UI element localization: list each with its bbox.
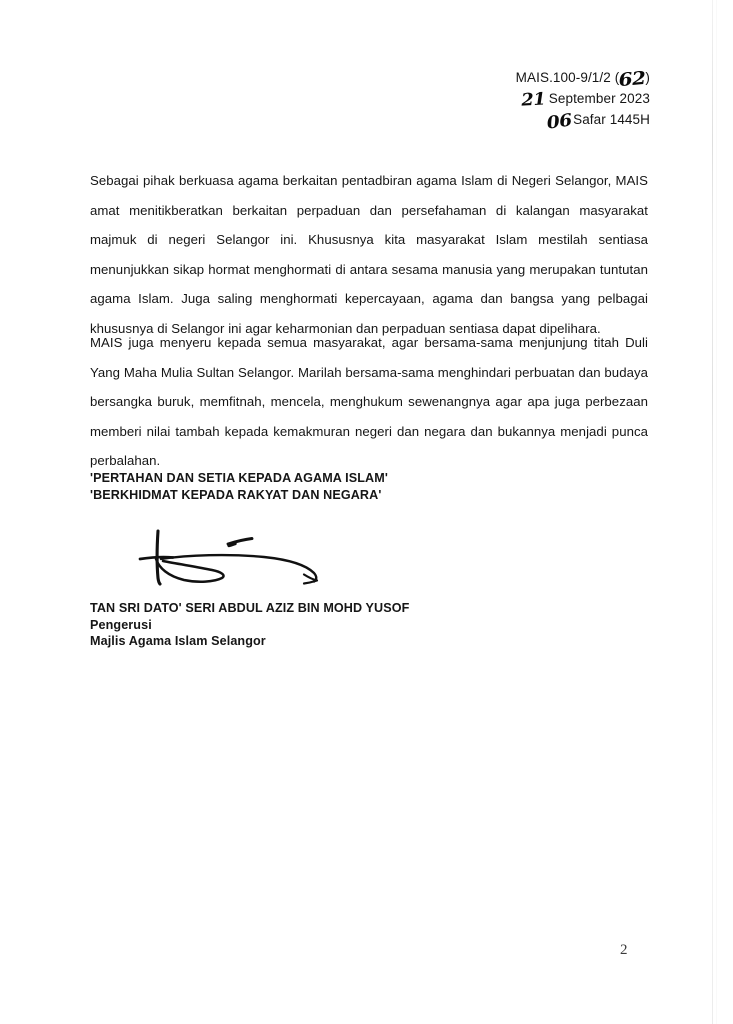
hijri-day-handwritten: 06 [545, 110, 574, 134]
body-paragraph-1: Sebagai pihak berkuasa agama berkaitan pentadbiran agama Islam di Negeri Selangor, MAIS amat menitikberatkan berkaitan perpaduan dan persefahaman di kalangan masyarakat majmuk di negeri Selangor ini. Khususnya kita masyarakat Islam mestilah sentiasa menunjukkan sikap hormat menghormati di antara sesama manusia yang merupakan tuntutan agama Islam. Juga saling menghormati kepercayaan, agama dan bangsa yang pelbagai khususnya di Selangor ini agar keharmonian dan perpaduan sentiasa dapat dipelihara. [90, 173, 648, 336]
reference-number-line [300, 67, 650, 92]
gregorian-date-printed: September 2023 [548, 91, 650, 106]
signer-block [90, 600, 409, 650]
reference-number-handwritten: 62 [618, 67, 647, 92]
signer-name: TAN SRI DATO' SERI ABDUL AZIZ BIN MOHD YUSOF [90, 601, 410, 615]
slogan-line-2: 'BERKHIDMAT KEPADA RAKYAT DAN NEGARA' [90, 487, 382, 502]
slogan-block [90, 470, 388, 503]
reference-number-suffix: ) [645, 70, 650, 85]
signer-title: Pengerusi [90, 617, 152, 632]
body-paragraph-2: MAIS juga menyeru kepada semua masyarakat, agar bersama-sama menjunjung titah Duli Yang Maha Mulia Sultan Selangor. Marilah bersama-sama menghindari perbuatan dan budaya bersangka buruk, memfitnah, mencela, menghukum sewenangnya agar apa juga perbezaan memberi nilai tambah kepada kemakmuran negeri dan negara dan bukannya menjadi punca perbalahan. [90, 335, 648, 468]
reference-number-prefix: MAIS.100-9/1/2 ( [515, 70, 620, 85]
hijri-date-line [300, 110, 650, 132]
slogan-line-1: 'PERTAHAN DAN SETIA KEPADA AGAMA ISLAM' [90, 471, 388, 485]
gregorian-date-line [300, 89, 650, 110]
page-number: 2 [620, 942, 628, 958]
handwritten-signature-icon [136, 528, 336, 600]
hijri-date-printed: Safar 1445H [573, 112, 650, 127]
scan-artifact-line-secondary [716, 0, 717, 1024]
document-header-reference-block [300, 68, 650, 132]
scan-artifact-line [712, 0, 713, 1024]
signer-organization: Majlis Agama Islam Selangor [90, 634, 266, 648]
gregorian-day-handwritten: 21 [520, 89, 546, 111]
